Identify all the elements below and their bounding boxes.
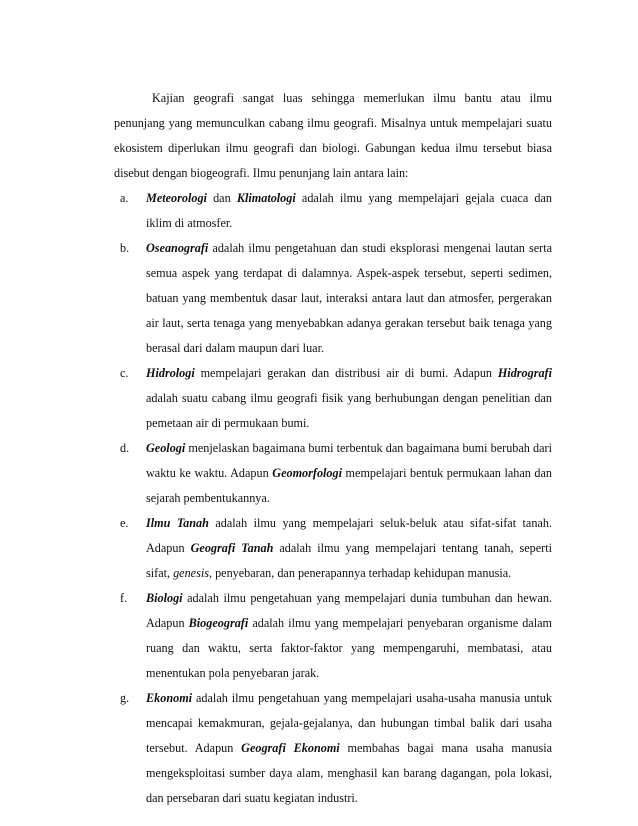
- item-text: adalah ilmu pengetahuan yang mempelajari dunia tumbuhan dan hewan. Adapun: [146, 591, 552, 630]
- list-item: [114, 511, 552, 586]
- item-text: adalah ilmu pengetahuan yang mempelajari usaha-usaha manusia untuk mencapai kemakmuran, gejala-gejalanya, dan hubungan timbal balik dari usaha tersebut. Adapun: [146, 691, 552, 755]
- term-name: Biologi: [146, 591, 183, 605]
- list-item: [114, 186, 552, 236]
- item-text: , penyebaran, dan penerapannya terhadap kehidupan manusia.: [208, 566, 512, 580]
- science-list: [114, 186, 552, 811]
- italic-term: genesis: [173, 566, 209, 580]
- list-item: [114, 361, 552, 436]
- term-name: Geologi: [146, 441, 186, 455]
- item-text: adalah ilmu yang mempelajari seluk-beluk atau sifat-sifat tanah. Adapun: [146, 516, 552, 555]
- term-name: Ilmu Tanah: [146, 516, 209, 530]
- item-text: menjelaskan bagaimana bumi terbentuk dan bagaimana bumi berubah dari waktu ke waktu. Adapun: [146, 441, 552, 480]
- term-name: Oseanografi: [146, 241, 209, 255]
- list-marker: c.: [120, 366, 129, 380]
- list-marker: g.: [120, 691, 130, 705]
- item-text: adalah ilmu yang mempelajari gejala cuaca dan iklim di atmosfer.: [146, 191, 552, 230]
- list-marker: b.: [120, 241, 130, 255]
- list-marker: a.: [120, 191, 129, 205]
- term-name: Geomorfologi: [272, 466, 342, 480]
- list-item: [114, 686, 552, 811]
- item-text: adalah ilmu yang mempelajari penyebaran organisme dalam ruang dan waktu, serta faktor-faktor yang mempengaruhi, membatasi, atau menentukan pola penyebaran jarak.: [146, 616, 552, 680]
- intro-paragraph: Kajian geografi sangat luas sehingga memerlukan ilmu bantu atau ilmu penunjang yang memunculkan cabang ilmu geografi. Misalnya untuk mempelajari suatu ekosistem diperlukan ilmu geografi dan biologi. Gabungan kedua ilmu tersebut biasa disebut dengan biogeografi. Ilmu penunjang lain antara lain:: [114, 91, 552, 180]
- document-page: [114, 86, 552, 811]
- term-name: Biogeografi: [188, 616, 249, 630]
- list-marker: e.: [120, 516, 129, 530]
- list-item: [114, 436, 552, 511]
- term-name: Geografi Ekonomi: [241, 741, 340, 755]
- term-name: Hidrografi: [497, 366, 552, 380]
- term-name: Klimatologi: [236, 191, 296, 205]
- item-text: adalah suatu cabang ilmu geografi fisik yang berhubungan dengan penelitian dan pemetaan air di permukaan bumi.: [146, 391, 552, 430]
- item-text: mempelajari gerakan dan distribusi air di bumi. Adapun: [194, 366, 498, 380]
- list-item: [114, 586, 552, 686]
- list-marker: d.: [120, 441, 130, 455]
- item-text: adalah ilmu yang mempelajari tentang tanah, seperti sifat,: [146, 541, 553, 580]
- term-name: Geografi Tanah: [190, 541, 274, 555]
- item-text: dan: [206, 191, 237, 205]
- term-name: Hidrologi: [146, 366, 195, 380]
- item-text: adalah ilmu pengetahuan dan studi eksplorasi mengenai lautan serta semua aspek yang terdapat di dalamnya. Aspek-aspek tersebut, seperti sedimen, batuan yang membentuk dasar laut, interaksi antara laut dan atmosfer, pergerakan air laut, serta tenaga yang menyebabkan adanya gerakan tersebut baik tenaga yang berasal dari dalam maupun dari luar.: [146, 241, 552, 355]
- item-text: membahas bagai mana usaha manusia mengeksploitasi sumber daya alam, menghasil kan barang dagangan, pola lokasi, dan persebaran dari suatu kegiatan industri.: [146, 741, 552, 805]
- item-text: mempelajari bentuk permukaan lahan dan sejarah pembentukannya.: [146, 466, 552, 505]
- list-marker: f.: [120, 591, 128, 605]
- term-name: Ekonomi: [146, 691, 193, 705]
- term-name: Meteorologi: [146, 191, 207, 205]
- list-item: [114, 236, 552, 361]
